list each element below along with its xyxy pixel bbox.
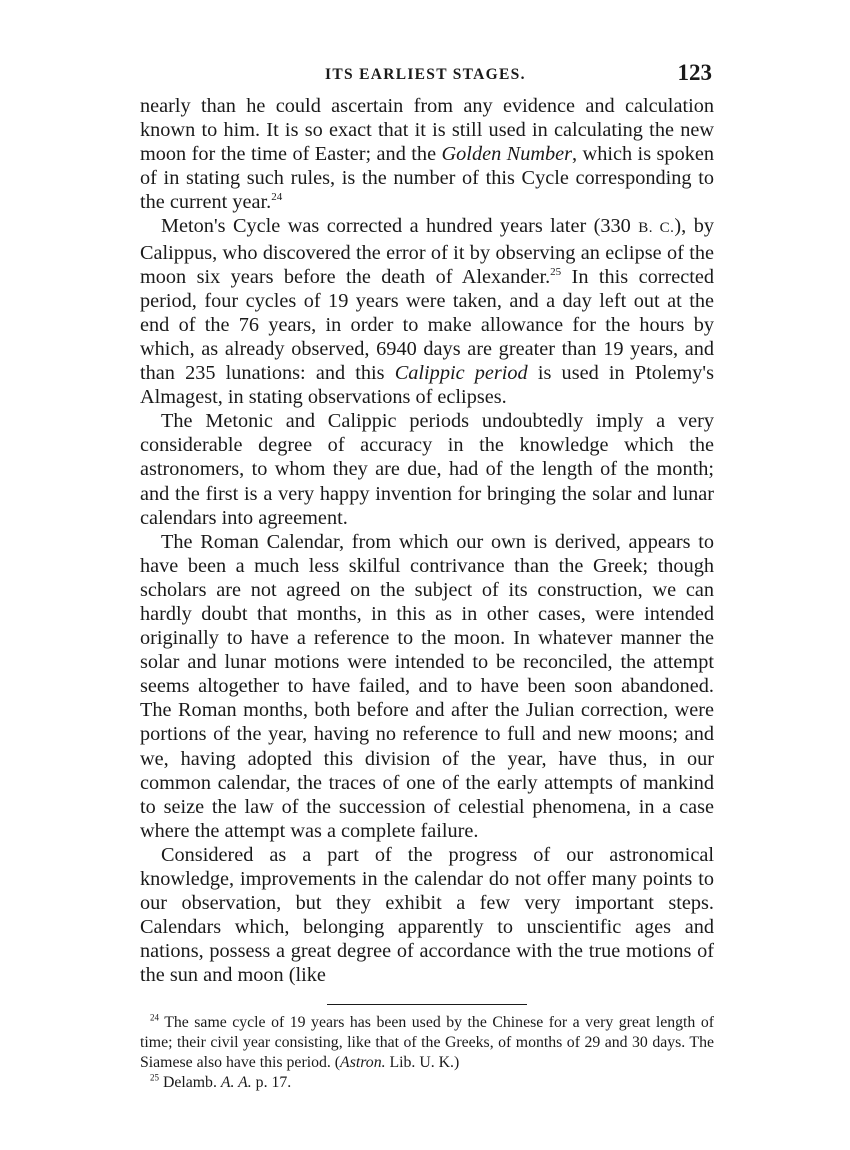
text-run: The Metonic and Calippic periods undoubtedly imply a very considerable degree of accuracy in the knowledge which the astronomers, to whom they are due, had of the length of the month; and the first is a very happy invention for bringing the solar and lunar calendars into agreement.: [140, 410, 714, 529]
footnote: [140, 1073, 714, 1093]
running-title: ITS EARLIEST STAGES.: [325, 66, 526, 83]
text-run: The Roman Calendar, from which our own is derived, appears to have been a much less skilful contrivance than the Greek; though scholars are not agreed on the subject of its construction, we can hardly doubt that months, in this as in other cases, were intended originally to have a reference to the moon. In whatever manner the solar and lunar motions were intended to be reconciled, the attempt seems altogether to have failed, and to have been soon abandoned. The Roman months, both before and after the Julian correction, were portions of the year, having no reference to full and new moons; and we, having adopted this division of the year, have thus, in our common calendar, the traces of one of the early attempts of mankind to seize the law of the succession of celestial phenomena, in a case where the attempt was a complete failure.: [140, 530, 714, 842]
footnote-divider: [327, 1004, 527, 1005]
text-run: Delamb.: [159, 1073, 221, 1091]
footnotes: [140, 1013, 714, 1092]
text-run: is used in Ptolemy's Almagest, in stating observations of eclipses.: [140, 362, 714, 409]
paragraph: [140, 94, 714, 214]
small-caps-text: B. C.: [638, 220, 675, 237]
paragraph: [140, 530, 714, 843]
italic-text: A. A.: [220, 1073, 252, 1091]
page-number: 123: [677, 60, 712, 85]
text-run: Lib. U. K.): [385, 1054, 460, 1072]
footnote: [140, 1013, 714, 1072]
text-run: Considered as a part of the progress of our astronomical knowledge, improvements in the calendar do not offer many points to our observation, but they exhibit a few very important steps. Calendars which, belonging apparently to unscientific ages and nations, possess a great degree of accordance with the true motions of the sun and moon (like: [140, 843, 714, 987]
footnote-marker: 24: [271, 191, 283, 204]
text-run: nearly than he could ascertain from any evidence and calculation known to him. It is so exact that it is still used in calculating the new moon for the time of Easter; and the: [140, 95, 714, 166]
footnote-marker: 25: [550, 265, 562, 278]
text-run: p. 17.: [251, 1073, 292, 1091]
text-run: The same cycle of 19 years has been used by the Chinese for a very great length of time; their civil year consisting, like that of the Greeks, of months of 29 and 30 days. The Siamese also have this period. (: [140, 1014, 714, 1072]
footnote-marker: 25: [150, 1072, 159, 1083]
italic-text: Calippic period: [394, 362, 528, 385]
italic-text: Golden Number: [441, 143, 573, 166]
paragraph: [140, 843, 714, 988]
text-run: Meton's Cycle was corrected a hundred years later (330: [161, 215, 639, 238]
paragraph: [140, 409, 714, 529]
body-text: [140, 94, 714, 987]
running-head: [140, 60, 714, 94]
italic-text: Astron.: [340, 1054, 386, 1072]
paragraph: [140, 214, 714, 409]
book-page: [140, 60, 714, 1093]
text-run: , which is spoken of in stating such rules, is the number of this Cycle corresponding to the current year.: [140, 143, 714, 214]
text-run: ), by Calippus, who discovered the error of it by observing an eclipse of the moon six years before the death of Alexander.: [140, 215, 714, 288]
text-run: In this corrected period, four cycles of 19 years were taken, and a day left out at the end of the 76 years, in order to make allowance for the hours by which, as already observed, 6940 days are greater than 19 years, and than 235 lunations: and this: [140, 265, 714, 385]
footnote-marker: 24: [150, 1012, 159, 1023]
